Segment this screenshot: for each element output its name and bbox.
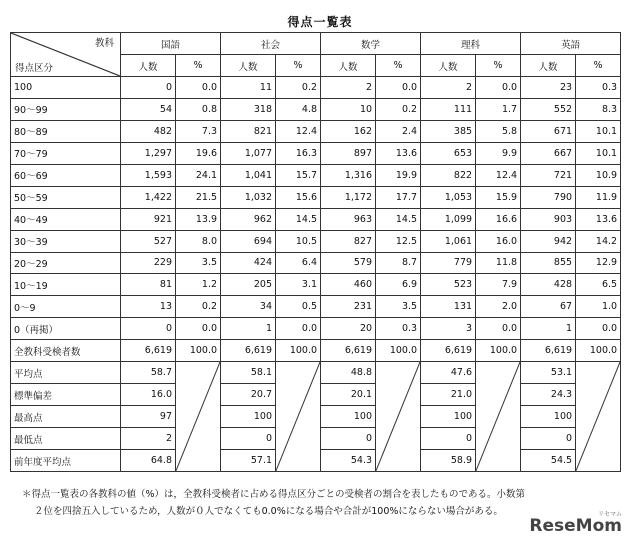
row-label: 10～19 xyxy=(11,274,121,296)
row-label: 50～59 xyxy=(11,186,121,208)
pct-cell: 0.0 xyxy=(176,318,221,340)
empty-slash-cell xyxy=(176,362,221,472)
count-cell: 3 xyxy=(421,318,476,340)
count-cell: 1,316 xyxy=(321,164,376,186)
count-cell: 2 xyxy=(321,77,376,99)
pct-cell: 1.2 xyxy=(176,274,221,296)
slash-line xyxy=(176,362,220,471)
count-cell: 942 xyxy=(521,230,576,252)
pct-cell: 0.0 xyxy=(476,77,521,99)
count-cell: 963 xyxy=(321,208,376,230)
count-cell: 523 xyxy=(421,274,476,296)
stats-value: 100 xyxy=(221,406,276,428)
table-row xyxy=(11,186,621,208)
stats-value: 58.9 xyxy=(421,450,476,472)
stats-value: 54.3 xyxy=(321,450,376,472)
count-cell: 428 xyxy=(521,274,576,296)
stats-label: 最低点 xyxy=(11,428,121,450)
count-cell: 111 xyxy=(421,98,476,120)
pct-cell: 100.0 xyxy=(376,340,421,362)
pct-header: % xyxy=(176,55,221,77)
count-cell: 694 xyxy=(221,230,276,252)
count-cell: 903 xyxy=(521,208,576,230)
table-row xyxy=(11,252,621,274)
count-cell: 897 xyxy=(321,142,376,164)
score-table xyxy=(10,32,621,472)
pct-cell: 10.1 xyxy=(576,142,621,164)
table-row xyxy=(11,274,621,296)
row-label: 0～9 xyxy=(11,296,121,318)
count-cell: 527 xyxy=(121,230,176,252)
count-header: 人数 xyxy=(221,55,276,77)
stats-value: 20.7 xyxy=(221,384,276,406)
pct-cell: 0.0 xyxy=(476,318,521,340)
stats-value: 53.1 xyxy=(521,362,576,384)
pct-cell: 14.2 xyxy=(576,230,621,252)
count-cell: 162 xyxy=(321,120,376,142)
pct-cell: 19.6 xyxy=(176,142,221,164)
footnote xyxy=(22,486,622,520)
corner-range-label: 得点区分 xyxy=(15,63,54,74)
corner-subject-label: 教科 xyxy=(94,38,114,49)
count-cell: 54 xyxy=(121,98,176,120)
stats-value: 20.1 xyxy=(321,384,376,406)
empty-slash-cell xyxy=(476,362,521,472)
pct-cell: 0.2 xyxy=(276,77,321,99)
footnote-line-2: ２位を四捨五入しているため，人数が０人でなくても0.0%になる場合や合計が100%にならない場合がある。 xyxy=(34,506,503,517)
count-cell: 790 xyxy=(521,186,576,208)
pct-cell: 1.7 xyxy=(476,98,521,120)
table-row xyxy=(11,230,621,252)
count-cell: 855 xyxy=(521,252,576,274)
count-cell: 460 xyxy=(321,274,376,296)
count-cell: 667 xyxy=(521,142,576,164)
count-cell: 1,172 xyxy=(321,186,376,208)
subject-header-math: 数学 xyxy=(321,33,421,55)
row-label: 全教科受検者数 xyxy=(11,340,121,362)
pct-cell: 13.6 xyxy=(376,142,421,164)
count-header: 人数 xyxy=(521,55,576,77)
count-cell: 11 xyxy=(221,77,276,99)
count-cell: 2 xyxy=(421,77,476,99)
count-cell: 821 xyxy=(221,120,276,142)
table-row xyxy=(11,296,621,318)
row-label: 90～99 xyxy=(11,98,121,120)
count-cell: 1 xyxy=(521,318,576,340)
count-cell: 1,041 xyxy=(221,164,276,186)
pct-cell: 0.5 xyxy=(276,296,321,318)
pct-cell: 2.0 xyxy=(476,296,521,318)
count-cell: 1,099 xyxy=(421,208,476,230)
stats-value: 2 xyxy=(121,428,176,450)
pct-cell: 21.5 xyxy=(176,186,221,208)
pct-cell: 8.7 xyxy=(376,252,421,274)
count-cell: 6,619 xyxy=(121,340,176,362)
slash-line xyxy=(376,362,420,471)
row-label: 20～29 xyxy=(11,252,121,274)
pct-cell: 15.9 xyxy=(476,186,521,208)
count-cell: 6,619 xyxy=(521,340,576,362)
pct-cell: 0.0 xyxy=(576,318,621,340)
count-cell: 34 xyxy=(221,296,276,318)
slash-line xyxy=(276,362,320,471)
stats-value: 57.1 xyxy=(221,450,276,472)
stats-value: 100 xyxy=(421,406,476,428)
subject-header-science: 理科 xyxy=(421,33,521,55)
count-cell: 6,619 xyxy=(221,340,276,362)
count-cell: 1,422 xyxy=(121,186,176,208)
count-cell: 827 xyxy=(321,230,376,252)
row-label: 70～79 xyxy=(11,142,121,164)
subject-header-english: 英語 xyxy=(521,33,621,55)
corner-cell xyxy=(11,33,121,77)
count-cell: 671 xyxy=(521,120,576,142)
count-cell: 1 xyxy=(221,318,276,340)
pct-cell: 2.4 xyxy=(376,120,421,142)
count-cell: 6,619 xyxy=(421,340,476,362)
count-cell: 962 xyxy=(221,208,276,230)
pct-cell: 16.0 xyxy=(476,230,521,252)
count-cell: 482 xyxy=(121,120,176,142)
row-label: 40～49 xyxy=(11,208,121,230)
pct-cell: 16.3 xyxy=(276,142,321,164)
pct-cell: 12.9 xyxy=(576,252,621,274)
count-cell: 721 xyxy=(521,164,576,186)
pct-cell: 100.0 xyxy=(576,340,621,362)
count-cell: 13 xyxy=(121,296,176,318)
pct-cell: 15.6 xyxy=(276,186,321,208)
pct-cell: 10.5 xyxy=(276,230,321,252)
table-row xyxy=(11,318,621,340)
pct-cell: 16.6 xyxy=(476,208,521,230)
count-cell: 67 xyxy=(521,296,576,318)
stats-row xyxy=(11,362,621,384)
count-cell: 131 xyxy=(421,296,476,318)
table-title: 得点一覧表 xyxy=(287,15,353,29)
watermark-logo xyxy=(529,511,622,536)
watermark-sub: リセマム xyxy=(598,511,622,518)
count-header: 人数 xyxy=(121,55,176,77)
stats-label: 最高点 xyxy=(11,406,121,428)
row-label: 60～69 xyxy=(11,164,121,186)
stats-value: 97 xyxy=(121,406,176,428)
stats-value: 47.6 xyxy=(421,362,476,384)
count-header: 人数 xyxy=(421,55,476,77)
row-label: 0（再掲） xyxy=(11,318,121,340)
count-cell: 205 xyxy=(221,274,276,296)
pct-cell: 14.5 xyxy=(376,208,421,230)
pct-header: % xyxy=(476,55,521,77)
stats-value: 24.3 xyxy=(521,384,576,406)
pct-cell: 100.0 xyxy=(476,340,521,362)
count-cell: 1,077 xyxy=(221,142,276,164)
count-cell: 0 xyxy=(121,318,176,340)
empty-slash-cell xyxy=(576,362,621,472)
pct-cell: 100.0 xyxy=(176,340,221,362)
stats-value: 64.8 xyxy=(121,450,176,472)
pct-cell: 10.9 xyxy=(576,164,621,186)
count-cell: 318 xyxy=(221,98,276,120)
count-cell: 1,032 xyxy=(221,186,276,208)
pct-cell: 3.1 xyxy=(276,274,321,296)
stats-value: 16.0 xyxy=(121,384,176,406)
pct-header: % xyxy=(576,55,621,77)
stats-value: 58.1 xyxy=(221,362,276,384)
slash-line xyxy=(476,362,520,471)
pct-cell: 4.8 xyxy=(276,98,321,120)
pct-cell: 24.1 xyxy=(176,164,221,186)
pct-cell: 12.4 xyxy=(476,164,521,186)
stats-value: 58.7 xyxy=(121,362,176,384)
empty-slash-cell xyxy=(376,362,421,472)
pct-cell: 12.4 xyxy=(276,120,321,142)
empty-slash-cell xyxy=(276,362,321,472)
count-cell: 385 xyxy=(421,120,476,142)
pct-cell: 5.8 xyxy=(476,120,521,142)
pct-cell: 0.3 xyxy=(376,318,421,340)
count-cell: 579 xyxy=(321,252,376,274)
stats-value: 0 xyxy=(321,428,376,450)
stats-label: 前年度平均点 xyxy=(11,450,121,472)
count-cell: 779 xyxy=(421,252,476,274)
row-label: 80～89 xyxy=(11,120,121,142)
pct-cell: 15.7 xyxy=(276,164,321,186)
watermark-text: ReseMom xyxy=(529,516,622,536)
count-cell: 921 xyxy=(121,208,176,230)
pct-cell: 19.9 xyxy=(376,164,421,186)
count-cell: 1,061 xyxy=(421,230,476,252)
count-cell: 231 xyxy=(321,296,376,318)
pct-cell: 6.9 xyxy=(376,274,421,296)
subject-header-japanese: 国語 xyxy=(121,33,221,55)
count-cell: 0 xyxy=(121,77,176,99)
count-cell: 10 xyxy=(321,98,376,120)
pct-cell: 8.0 xyxy=(176,230,221,252)
slash-line xyxy=(576,362,620,471)
count-cell: 822 xyxy=(421,164,476,186)
pct-cell: 3.5 xyxy=(176,252,221,274)
pct-cell: 3.5 xyxy=(376,296,421,318)
pct-cell: 6.4 xyxy=(276,252,321,274)
table-row xyxy=(11,98,621,120)
count-cell: 81 xyxy=(121,274,176,296)
count-header: 人数 xyxy=(321,55,376,77)
row-label: 100 xyxy=(11,77,121,99)
count-cell: 23 xyxy=(521,77,576,99)
pct-cell: 0.0 xyxy=(176,77,221,99)
pct-cell: 0.3 xyxy=(576,77,621,99)
pct-cell: 7.9 xyxy=(476,274,521,296)
stats-value: 100 xyxy=(321,406,376,428)
pct-cell: 17.7 xyxy=(376,186,421,208)
pct-header: % xyxy=(276,55,321,77)
table-row xyxy=(11,208,621,230)
count-cell: 653 xyxy=(421,142,476,164)
count-cell: 424 xyxy=(221,252,276,274)
stats-label: 標準偏差 xyxy=(11,384,121,406)
pct-cell: 14.5 xyxy=(276,208,321,230)
stats-value: 0 xyxy=(221,428,276,450)
stats-value: 100 xyxy=(521,406,576,428)
stats-label: 平均点 xyxy=(11,362,121,384)
count-cell: 1,297 xyxy=(121,142,176,164)
count-cell: 1,593 xyxy=(121,164,176,186)
pct-cell: 100.0 xyxy=(276,340,321,362)
pct-cell: 11.9 xyxy=(576,186,621,208)
stats-value: 0 xyxy=(421,428,476,450)
stats-value: 48.8 xyxy=(321,362,376,384)
pct-cell: 9.9 xyxy=(476,142,521,164)
pct-cell: 12.5 xyxy=(376,230,421,252)
count-cell: 1,053 xyxy=(421,186,476,208)
table-row xyxy=(11,164,621,186)
pct-cell: 10.1 xyxy=(576,120,621,142)
table-row xyxy=(11,142,621,164)
pct-cell: 0.0 xyxy=(376,77,421,99)
table-row xyxy=(11,340,621,362)
pct-cell: 0.8 xyxy=(176,98,221,120)
stats-value: 21.0 xyxy=(421,384,476,406)
footnote-line-1: ＊得点一覧表の各教科の値（%）は，全教科受検者に占める得点区分ごとの受検者の割合を表したものである。小数第 xyxy=(22,489,526,500)
pct-cell: 13.6 xyxy=(576,208,621,230)
table-row xyxy=(11,77,621,99)
stats-value: 0 xyxy=(521,428,576,450)
pct-cell: 0.2 xyxy=(376,98,421,120)
pct-cell: 7.3 xyxy=(176,120,221,142)
count-cell: 552 xyxy=(521,98,576,120)
pct-cell: 0.0 xyxy=(276,318,321,340)
pct-cell: 0.2 xyxy=(176,296,221,318)
pct-cell: 13.9 xyxy=(176,208,221,230)
table-row xyxy=(11,120,621,142)
count-cell: 6,619 xyxy=(321,340,376,362)
pct-cell: 8.3 xyxy=(576,98,621,120)
count-cell: 229 xyxy=(121,252,176,274)
pct-cell: 6.5 xyxy=(576,274,621,296)
pct-header: % xyxy=(376,55,421,77)
pct-cell: 11.8 xyxy=(476,252,521,274)
count-cell: 20 xyxy=(321,318,376,340)
stats-value: 54.5 xyxy=(521,450,576,472)
pct-cell: 1.0 xyxy=(576,296,621,318)
row-label: 30～39 xyxy=(11,230,121,252)
subject-header-social: 社会 xyxy=(221,33,321,55)
